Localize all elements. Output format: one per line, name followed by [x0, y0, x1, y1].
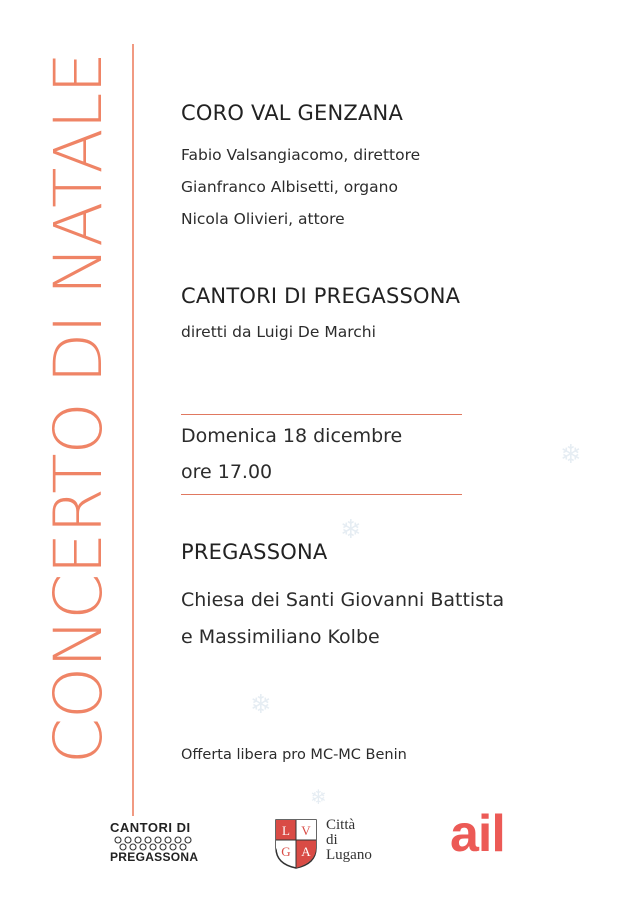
offering-note: Offerta libera pro MC-MC Benin	[181, 747, 407, 763]
choir2-conductor: diretti da Luigi De Marchi	[181, 323, 376, 341]
shield-letter: L	[282, 823, 290, 838]
snowflake-icon: ❄	[560, 440, 582, 470]
shield-letter: G	[281, 844, 291, 859]
lugano-logo-text	[326, 818, 372, 863]
lugano-logo	[274, 818, 384, 870]
choir2-name: CANTORI DI PREGASSONA	[181, 284, 461, 308]
shield-letter: V	[301, 823, 311, 838]
lugano-text-line: di	[326, 832, 338, 848]
choir1-actor: Nicola Olivieri, attore	[181, 210, 345, 228]
snowflake-icon: ❄	[340, 515, 362, 545]
snowflake-icon: ❄	[310, 785, 327, 809]
cantori-logo-top-text: CANTORI DI	[110, 820, 191, 835]
poster-title: CONCERTO DI NATALE	[40, 53, 117, 764]
lugano-text-line: Lugano	[326, 847, 372, 863]
snowflake-icon: ❄	[250, 690, 272, 720]
venue-place: PREGASSONA	[181, 540, 328, 564]
choir1-name: CORO VAL GENZANA	[181, 101, 404, 125]
ail-logo: ail	[450, 805, 505, 863]
rule-bottom	[181, 494, 462, 495]
venue-church: Chiesa dei Santi Giovanni Battista	[181, 589, 505, 611]
choir1-director: Fabio Valsangiacomo, direttore	[181, 146, 421, 164]
lugano-shield-icon	[274, 818, 318, 870]
cantori-logo	[110, 820, 199, 868]
concert-date: Domenica 18 dicembre	[181, 425, 403, 447]
choir1-organ: Gianfranco Albisetti, organo	[181, 178, 398, 196]
shield-letter: A	[301, 844, 311, 859]
rule-top	[181, 414, 462, 415]
lugano-text-line: Città	[326, 817, 356, 833]
venue-church-cont: e Massimiliano Kolbe	[181, 626, 380, 648]
title-divider	[132, 44, 134, 816]
concert-time: ore 17.00	[181, 461, 273, 483]
cantori-logo-bottom-text: PREGASSONA	[110, 850, 199, 864]
